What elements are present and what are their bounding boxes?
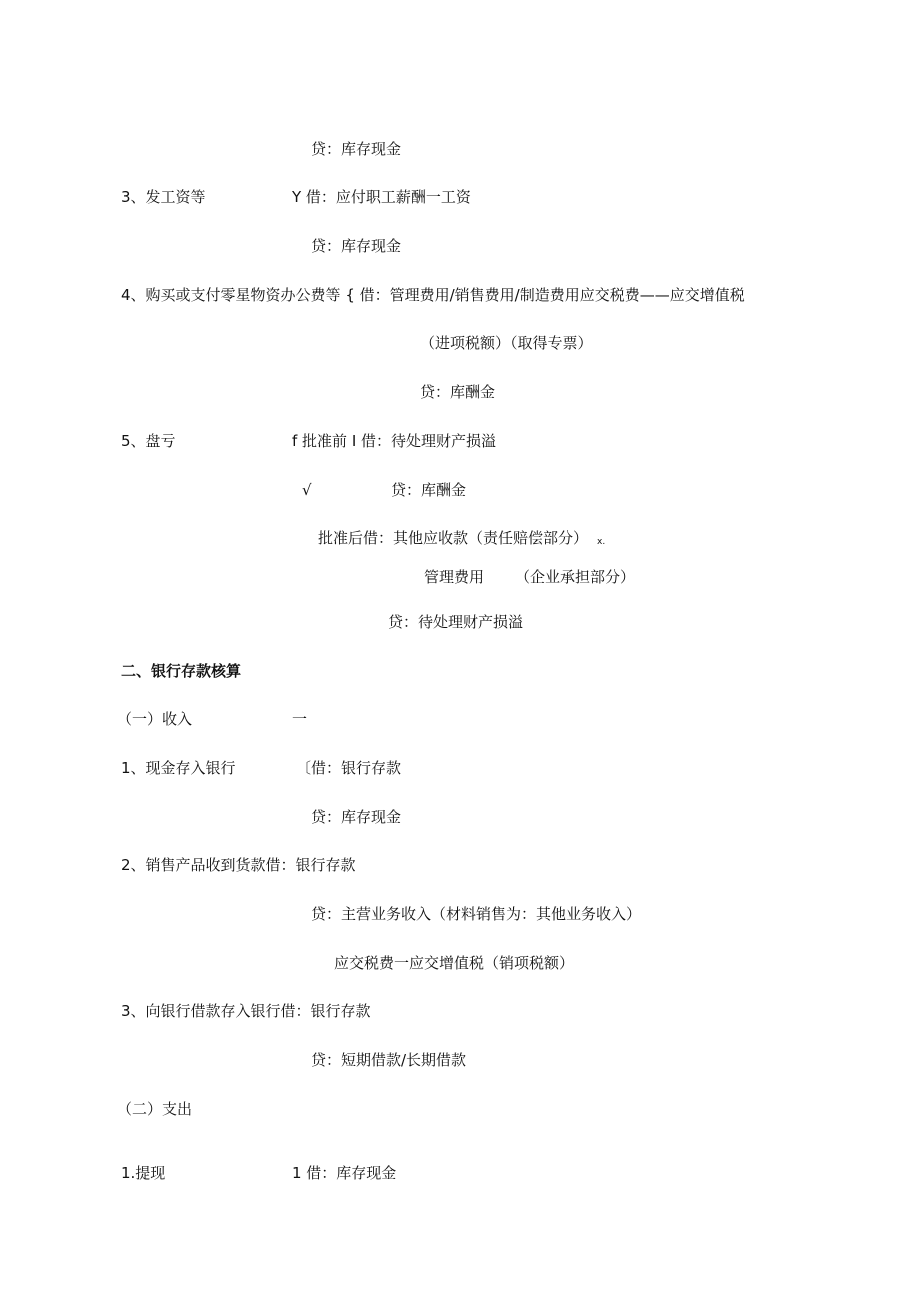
item-label: 5、盘亏: [121, 432, 176, 450]
section-heading: 二、银行存款核算: [121, 662, 242, 680]
check-mark: √: [302, 481, 312, 499]
item-with-entry: 2、销售产品收到货款借：银行存款: [121, 856, 356, 874]
entry-debit-line: f 批准前 I 借：待处理财产损溢: [292, 432, 497, 450]
entry-note: （进项税额）（取得专票）: [420, 334, 593, 352]
item-with-entry: 3、向银行借款存入银行借：银行存款: [121, 1002, 371, 1020]
entry-credit-line: 贷：库存现金: [311, 237, 402, 255]
entry-note: （企业承担部分）: [515, 568, 636, 586]
entry-account: 管理费用: [424, 568, 485, 586]
item-label: 3、发工资等: [121, 188, 206, 206]
entry-credit-line: 贷：待处理财产损溢: [388, 613, 524, 631]
entry-debit-line: Y 借：应付职工薪酬一工资: [292, 188, 471, 206]
item-with-entry: 4、购买或支付零星物资办公费等 { 借：管理费用/销售费用/制造费用应交税费——应交增值税: [121, 286, 745, 304]
entry-credit-line: 贷：库存现金: [311, 140, 402, 158]
entry-credit-line: 贷：库酬金: [420, 383, 496, 401]
entry-credit-line: 贷：主营业务收入（材料销售为：其他业务收入）: [311, 905, 642, 923]
entry-credit-line: 贷：短期借款/长期借款: [311, 1051, 467, 1069]
entry-debit-line: 〔借：银行存款: [296, 759, 402, 777]
stray-mark: x.: [597, 537, 606, 547]
item-label: 1.提现: [121, 1164, 166, 1182]
entry-debit-line: 1 借：库存现金: [292, 1164, 397, 1182]
item-label: 1、现金存入银行: [121, 759, 236, 777]
entry-account: 应交税费一应交增值税（销项税额）: [334, 954, 575, 972]
dash-mark: 一: [292, 710, 308, 728]
entry-debit-line: 批准后借：其他应收款（责任赔偿部分）: [318, 529, 589, 547]
subsection-heading: （一）收入: [117, 710, 193, 728]
entry-credit-line: 贷：库存现金: [311, 808, 402, 826]
entry-credit-line: 贷：库酬金: [391, 481, 467, 499]
subsection-heading: （二）支出: [117, 1100, 193, 1118]
